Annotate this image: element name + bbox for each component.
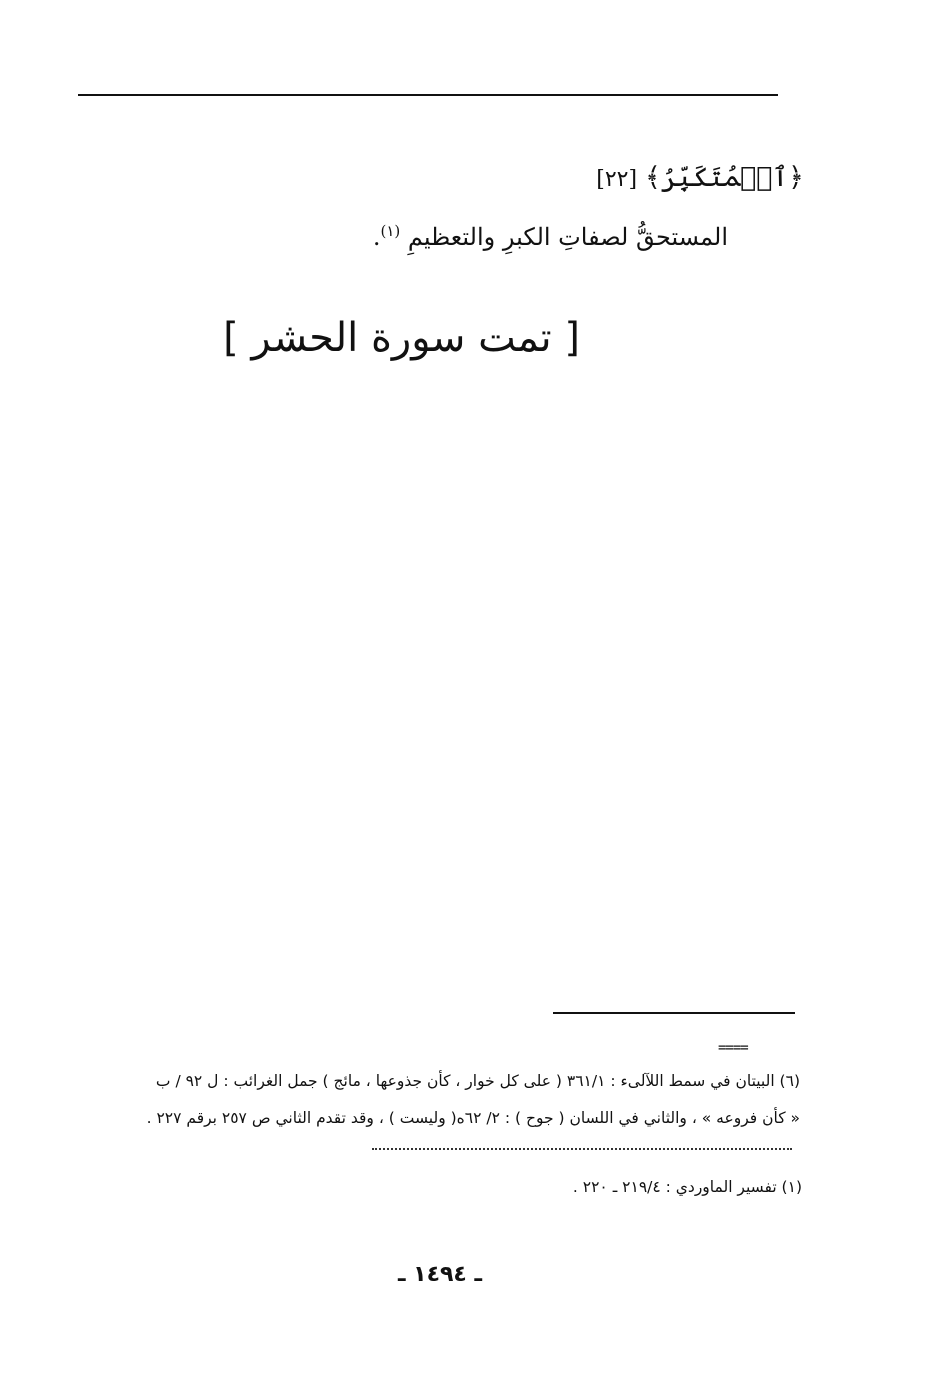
footnote-6-line-2: « كأن فروعه » ، والثاني في اللسان ( جوح ) : ٢/ ٦٢ه( وليست ) ، وقد تقدم الثاني ص ٢٥٧ برقم ٢٢٧ . <box>146 1109 800 1127</box>
explanation-text <box>373 222 728 251</box>
footnote-marks: ==== <box>718 1040 748 1056</box>
footnote-1: (١) تفسير الماوردي : ٢١٩/٤ ـ ٢٢٠ . <box>572 1178 802 1196</box>
footnote-6-line-1: (٦) البيتان في سمط اللآلىء : ٣٦١/١ ( على كل خوار ، كأن جذوعها ، مائج ) جمل الغرائب : ل ٩٢ / ب <box>155 1072 800 1090</box>
footnote-separator-dots <box>372 1148 792 1150</box>
header-rule <box>78 94 778 96</box>
explanation-end: . <box>372 223 381 251</box>
explanation-body: المستحقُّ لصفاتِ الكبرِ والتعظيمِ <box>407 223 728 251</box>
sura-end-title: [ تمت سورة الحشر ] <box>223 315 580 361</box>
verse-number: [٢٢] <box>596 167 638 192</box>
verse-heading <box>596 162 804 193</box>
verse-word: ﴿ٱلۡمُتَكَبِّرُ﴾ <box>645 162 804 193</box>
footnote-rule <box>553 1012 795 1014</box>
footnote-reference: (١) <box>380 222 401 240</box>
page-number: ـ ١٤٩٤ ـ <box>397 1262 483 1287</box>
